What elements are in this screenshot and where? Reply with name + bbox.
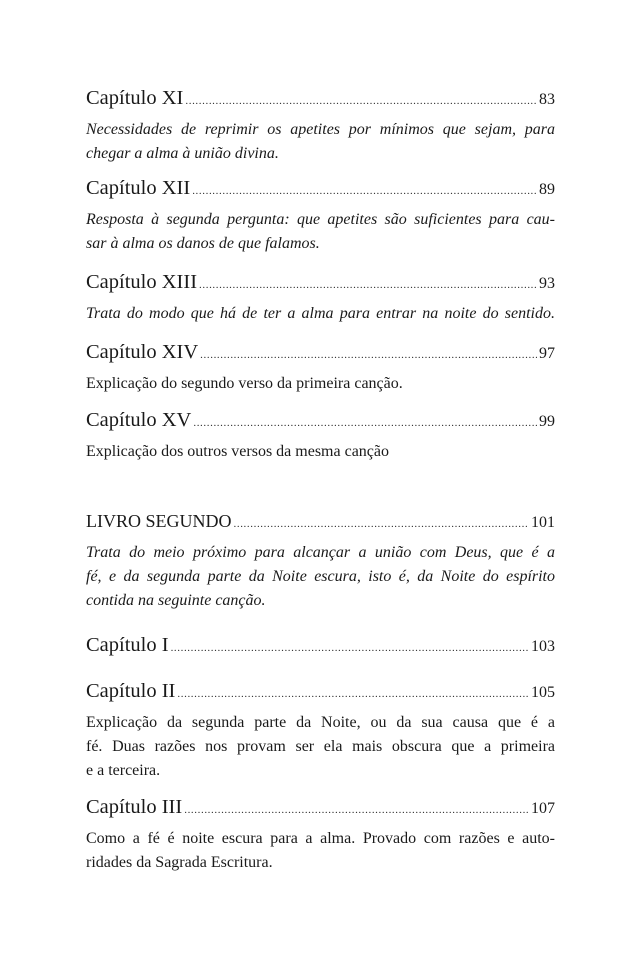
chapter-title: Capítulo XII: [86, 177, 191, 199]
chapter-summary: [86, 711, 555, 783]
chapter-summary: [86, 302, 555, 326]
chapter-title: Capítulo XIII: [86, 271, 198, 293]
toc-entry-capitulo-i: [86, 633, 555, 660]
dot-leader: [171, 636, 529, 660]
entry-heading: [86, 176, 555, 203]
toc-entry-capitulo-iii: [86, 795, 555, 875]
chapter-title: Capítulo III: [86, 796, 183, 818]
entry-heading: [86, 408, 555, 435]
dot-leader: [185, 89, 537, 113]
dot-leader: [199, 273, 537, 297]
entry-heading: [86, 340, 555, 367]
entry-heading: [86, 633, 555, 660]
page-number: 89: [539, 181, 555, 198]
entry-heading: [86, 270, 555, 297]
summary-line: Como a fé é noite escura para a alma. Provado com razões e auto-: [86, 830, 555, 847]
summary-line: Explicação da segunda parte da Noite, ou da sua causa que é a: [86, 714, 555, 731]
summary-line: ridades da Sagrada Escritura.: [86, 854, 273, 871]
chapter-title: Capítulo XIV: [86, 341, 199, 363]
summary-line: fé. Duas razões nos provam ser ela mais obscura que a primeira: [86, 738, 555, 755]
toc-entry-capitulo-ii: [86, 679, 555, 783]
toc-entry-capitulo-xii: [86, 176, 555, 256]
entry-heading: [86, 509, 555, 536]
dot-leader: [177, 682, 529, 706]
page-number: 103: [531, 638, 555, 655]
summary-line: Trata do modo que há de ter a alma para entrar na noite do sentido.: [86, 305, 555, 322]
page-number: 105: [531, 684, 555, 701]
chapter-title: Capítulo XV: [86, 409, 192, 431]
chapter-title: Capítulo II: [86, 680, 176, 702]
dot-leader: [200, 343, 537, 367]
dot-leader: [184, 798, 529, 822]
dot-leader: [234, 512, 530, 536]
summary-line: sar à alma os danos de que falamos.: [86, 235, 320, 252]
page-number: 107: [531, 800, 555, 817]
chapter-summary: [86, 118, 555, 166]
dot-leader: [192, 179, 537, 203]
chapter-title: Capítulo XI: [86, 87, 184, 109]
toc-entry-capitulo-xiv: [86, 340, 555, 396]
chapter-title: Capítulo I: [86, 634, 169, 656]
book-title: LIVRO SEGUNDO: [86, 511, 232, 531]
toc-entry-livro-segundo: [86, 509, 555, 613]
entry-heading: [86, 795, 555, 822]
entry-heading: [86, 679, 555, 706]
summary-line: Necessidades de reprimir os apetites por mínimos que sejam, para: [86, 121, 555, 138]
chapter-summary: [86, 827, 555, 875]
dot-leader: [193, 411, 537, 435]
book-summary: [86, 541, 555, 613]
chapter-summary: [86, 440, 555, 464]
page-number: 97: [539, 345, 555, 362]
chapter-summary: [86, 372, 555, 396]
entry-heading: [86, 86, 555, 113]
chapter-summary: [86, 208, 555, 256]
summary-line: fé, e da segunda parte da Noite escura, isto é, da Noite do espírito: [86, 568, 555, 585]
toc-entry-capitulo-xv: [86, 408, 555, 464]
summary-line: contida na seguinte canção.: [86, 592, 266, 609]
summary-line: Explicação do segundo verso da primeira canção.: [86, 375, 403, 392]
summary-line: e a terceira.: [86, 762, 161, 779]
summary-line: Trata do meio próximo para alcançar a união com Deus, que é a: [86, 544, 555, 561]
summary-line: Explicação dos outros versos da mesma canção: [86, 443, 390, 460]
summary-line: Resposta à segunda pergunta: que apetites são suficientes para cau-: [86, 211, 555, 228]
toc-entry-capitulo-xiii: [86, 270, 555, 326]
page-number: 101: [531, 514, 555, 531]
page-number: 93: [539, 275, 555, 292]
page-number: 83: [539, 91, 555, 108]
toc-entry-capitulo-xi: [86, 86, 555, 166]
summary-line: chegar a alma à união divina.: [86, 145, 279, 162]
page-number: 99: [539, 413, 555, 430]
